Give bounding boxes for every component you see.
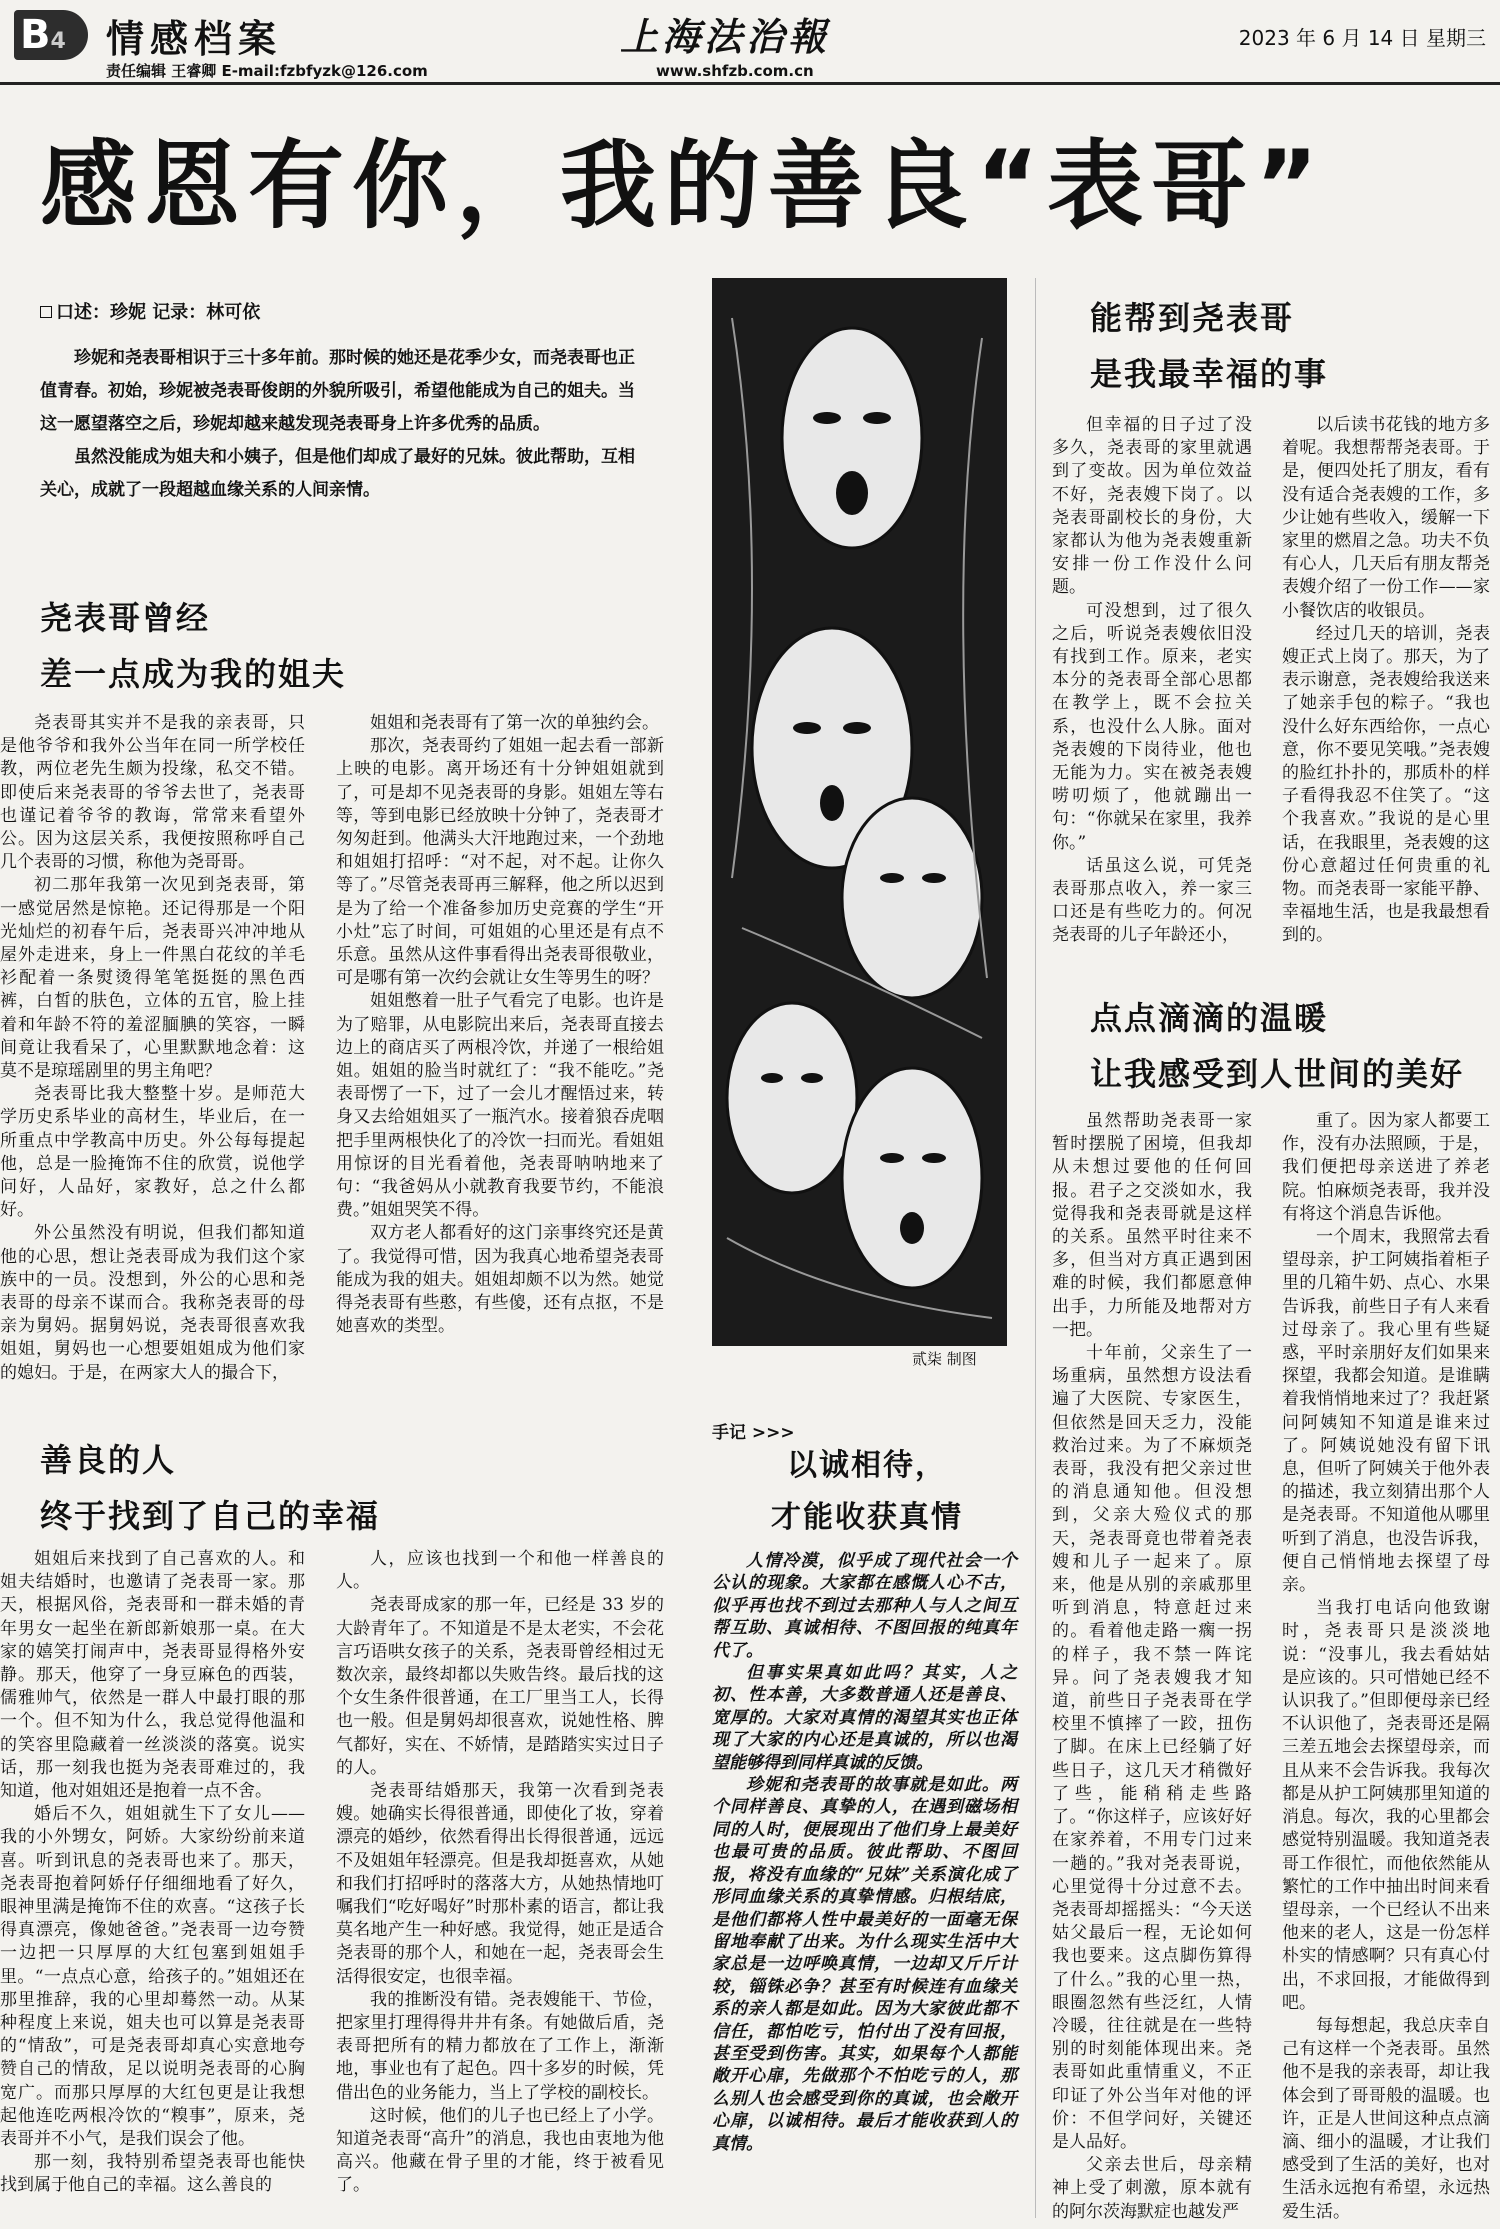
body-paragraph: 那一刻，我特别希望尧表哥也能快找到属于他自己的幸福。这么善良的 bbox=[0, 2152, 305, 2196]
lead-paragraphs bbox=[40, 342, 640, 507]
body-paragraph: 尧表哥其实并不是我的亲表哥，只是他爷爷和我外公当年在同一所学校任教，两位老先生颇为投缘，私交不错。即使后来尧表哥的爷爷去世了，尧表哥也谨记着爷爷的教诲，常常来看望外公。因为这层关系，我便按照称呼自己几个表哥的习惯，称他为尧哥哥。 bbox=[0, 713, 305, 873]
body-paragraph: 人情冷漠，似乎成了现代社会一个公认的现象。大家都在感慨人心不古，似乎再也找不到过去那种人与人之间互帮互助、真诚相待、不图回报的纯真年代了。 bbox=[712, 1551, 1017, 1661]
body-paragraph: 话虽这么说，可凭尧表哥那点收入，养一家三口还是有些吃力的。何况尧表哥的儿子年龄还小， bbox=[1052, 855, 1252, 946]
body-paragraph: 虽然帮助尧表哥一家暂时摆脱了困境，但我却从未想过要他的任何回报。君子之交淡如水，我觉得我和尧表哥就是这样的关系。虽然平时往来不多，但当对方真正遇到困难的时候，我们都愿意伸出手，力所能及地帮对方一把。 bbox=[1052, 1111, 1252, 1340]
body-paragraph: 尧表哥成家的那一年，已经是 33 岁的大龄青年了。不知道是不是太老实，不会花言巧语哄女孩子的关系，尧表哥曾经相过无数次亲，最终却都以失败告终。最后找的这个女生条件很普通，在工厂里当工人，长得也一般。但是舅妈却很喜欢，说她性格、脾气都好，实在、不娇情，是踏踏实实过日子的人。 bbox=[336, 1595, 664, 1778]
editor-line: 责任编辑 王睿卿 E-mail:fzbfyzk@126.com bbox=[106, 62, 428, 80]
body-paragraph: 姐姐和尧表哥有了第一次的单独约会。 bbox=[370, 713, 659, 733]
lead-paragraph: 虽然没能成为姐夫和小姨子，但是他们却成了最好的兄妹。彼此帮助，互相关心，成就了一段超越血缘关系的人间亲情。 bbox=[40, 447, 635, 500]
body-col bbox=[1282, 414, 1490, 969]
body-paragraph: 重了。因为家人都要工作，没有办法照顾，于是，我们便把母亲送进了养老院。怕麻烦尧表哥，我并没有将这个消息告诉他。 bbox=[1282, 1111, 1490, 1224]
body-paragraph: 每每想起，我总庆幸自己有这样一个尧表哥。虽然他不是我的亲表哥，却让我体会到了哥哥般的温暖。也许，正是人世间这种点点滴滴、细小的温暖，才让我们感受到了生活的美好，也对生活永远抱有希望，永远热爱生活。 bbox=[1282, 2015, 1490, 2222]
body-col bbox=[1282, 1110, 1490, 2225]
body-paragraph: 但事实果真如此吗？其实，人之初、性本善，大多数普通人还是善良、宽厚的。大家对真情的渴望其实也正体现了大家的内心还是真诚的，所以也渴望能够得到同样真诚的反馈。 bbox=[712, 1663, 1017, 1773]
body-paragraph: 以后读书花钱的地方多着呢。我想帮帮尧表哥。于是，便四处托了朋友，看有没有适合尧表嫂的工作，多少让她有些收入，缓解一下家里的燃眉之急。功夫不负有心人，几天后有朋友帮尧表嫂介绍了一份工作——家小餐饮店的收银员。 bbox=[1282, 415, 1490, 621]
lead-paragraph: 珍妮和尧表哥相识于三十多年前。那时候的她还是花季少女，而尧表哥也正值青春。初始，珍妮被尧表哥俊朗的外貌所吸引，希望他能成为自己的姐夫。当这一愿望落空之后，珍妮却越来越发现尧表哥身上许多优秀的品质。 bbox=[40, 348, 635, 434]
body-paragraph: 这时候，他们的儿子也已经上了小学。知道尧表哥“高升”的消息，我也由衷地为他高兴。他藏在骨子里的才能，终于被看见了。 bbox=[336, 2105, 664, 2196]
subhead-2: 善良的人 终于找到了自己的幸福 bbox=[40, 1441, 381, 1535]
body-paragraph: 但幸福的日子过了没多久，尧表哥的家里就遇到了变故。因为单位效益不好，尧表嫂下岗了。以尧表哥副校长的身份，大家都认为他为尧表嫂重新安排一份工作没什么问题。 bbox=[1052, 415, 1252, 598]
body-paragraph: 双方老人都看好的这门亲事终究还是黄了。我觉得可惜，因为我真心地希望尧表哥能成为我的姐夫。姐姐却颇不以为然。她觉得尧表哥有些憨，有些傻，还有点抠，不是她喜欢的类型。 bbox=[336, 1223, 664, 1337]
column-divider bbox=[1035, 278, 1036, 2218]
body-col bbox=[1052, 414, 1252, 969]
note-tag: 手记 >>> bbox=[712, 1423, 795, 1443]
illustration-art bbox=[712, 278, 1007, 1346]
body-paragraph: 姐姐憋着一肚子气看完了电影。也许是为了赔罪，从电影院出来后，尧表哥直接去边上的商店买了两根冷饮，并递了一根给姐姐。姐姐的脸当时就红了：“我不能吃。”尧表哥愣了一下，过了一会儿才醒悟过来，转身又去给姐姐买了一瓶汽水。接着狼吞虎咽把手里两根快化了的冷饮一扫而光。看姐姐用惊讶的目光看着他，尧表哥呐呐地来了句：“我爸妈从小就教育我要节约，不能浪费。”姐姐哭笑不得。 bbox=[336, 991, 664, 1221]
body-paragraph: 当我打电话向他致谢时，尧表哥只是淡淡地说：“没事儿，我去看姑姑是应该的。只可惜她已经不认识我了。”但即便母亲已经不认识他了，尧表哥还是隔三差五地会去探望母亲，而且从来不会告诉我。我每次都是从护工阿姨那里知道的消息。每次，我的心里都会感觉特别温暖。我知道尧表哥工作很忙，而他依然能从繁忙的工作中抽出时间来看望母亲，一个已经认不出来他来的老人，这是一份怎样朴实的情感啊？只有真心付出，不求回报，才能做得到吧。 bbox=[1282, 1598, 1490, 2013]
body-paragraph: 那次，尧表哥约了姐姐一起去看一部新上映的电影。离开场还有十分钟姐姐就到了，可是却不见尧表哥的身影。姐姐左等右等，等到电影已经放映十分钟了，尧表哥才匆匆赶到。他满头大汗地跑过来，一个劲地和姐姐打招呼：“对不起，对不起。让你久等了。”尽管尧表哥再三解释，他之所以迟到是为了给一个准备参加历史竞赛的学生“开小灶”忘了时间，可姐姐的心里还是有点不乐意。虽然从这件事看得出尧表哥很敬业，可是哪有第一次约会就让女生等男生的呀？ bbox=[336, 736, 664, 989]
body-paragraph: 尧表哥结婚那天，我第一次看到尧表嫂。她确实长得很普通，即使化了妆，穿着漂亮的婚纱，依然看得出长得很普通，远远不及姐姐年轻漂亮。但是我却挺喜欢，从她和我们打招呼时的落落大方，从她热情地叮嘱我们“吃好喝好”时那朴素的语言，都让我莫名地产生一种好感。我觉得，她正是适合尧表哥的那个人，和她在一起，尧表哥会生活得很安定，也很幸福。 bbox=[336, 1781, 664, 1987]
headline: 感恩有你，我的善良“表哥” bbox=[40, 130, 1327, 242]
body-col bbox=[336, 1548, 664, 2223]
body-paragraph: 十年前，父亲生了一场重病，虽然想方设法看遍了大医院、专家医生，但依然是回天乏力，没能救治过来。为了不麻烦尧表哥，我没有把父亲过世的消息通知他。但没想到，父亲大殓仪式的那天，尧表哥竟也带着尧表嫂和儿子一起来了。原来，他是从别的亲戚那里听到消息，特意赶过来的。看着他走路一瘸一拐的样子，我不禁一阵诧异。问了尧表嫂我才知道，前些日子尧表哥在学校里不慎摔了一跤，扭伤了脚。在床上已经躺了好些日子，这几天才稍微好了些，能稍稍走些路了。“你这样子，应该好好在家养着，不用专门过来一趟的。”我对尧表哥说，心里觉得十分过意不去。尧表哥却摇摇头：“今天送姑父最后一程，无论如何我也要来。这点脚伤算得了什么。”我的心里一热，眼圈忽然有些泛红，人情冷暖，往往就是在一些特别的时刻能体现出来。尧表哥如此重情重义，不正印证了外公当年对他的评价：不但学问好，关键还是人品好。 bbox=[1052, 1343, 1252, 2152]
body-paragraph: 姐姐后来找到了自己喜欢的人。和姐夫结婚时，也邀请了尧表哥一家。那天，根据风俗，尧表哥和一群未婚的青年男女一起坐在新郎新娘那一桌。在大家的嬉笑打闹声中，尧表哥显得格外安静。那天，他穿了一身豆麻色的西装，儒雅帅气，依然是一群人中最打眼的那一个。但不知为什么，我总觉得他温和的笑容里隐藏着一丝淡淡的落寞。说实话，那一刻我也挺为尧表哥难过的，我知道，他对姐姐还是抱着一点不舍。 bbox=[0, 1549, 305, 1802]
body-col bbox=[0, 712, 305, 1383]
body-col bbox=[336, 712, 664, 1337]
body-paragraph: 一个周末，我照常去看望母亲，护工阿姨指着柜子里的几箱牛奶、点心、水果告诉我，前些日子有人来看过母亲了。我心里有些疑惑，平时亲朋好友们如果来探望，我都会知道。是谁瞒着我悄悄地来过了？我赶紧问阿姨知不知道是谁来过了。阿姨说她没有留下讯息，但听了阿姨关于他外表的描述，我立刻猜出那个人是尧表哥。不知道他从哪里听到了消息，也没告诉我，便自己悄悄地去探望了母亲。 bbox=[1282, 1227, 1490, 1596]
body-paragraph: 经过几天的培训，尧表嫂正式上岗了。那天，为了表示谢意，尧表嫂给我送来了她亲手包的粽子。“我也没什么好东西给你，一点心意，你不要见笑哦。”尧表嫂的脸红扑扑的，那质朴的样子看得我忍不住笑了。“这个我喜欢。”我说的是心里话，在我眼里，尧表嫂的这份心意超过任何贵重的礼物。而尧表哥一家能平静、幸福地生活，也是我最想看到的。 bbox=[1282, 623, 1490, 946]
body-paragraph: 父亲去世后，母亲精神上受了刺激，原本就有的阿尔茨海默症也越发严 bbox=[1052, 2155, 1252, 2222]
subhead-1: 尧表哥曾经 差一点成为我的姐夫 bbox=[40, 599, 347, 693]
body-col bbox=[0, 1548, 305, 2223]
section-title: 情感档案 bbox=[106, 17, 283, 61]
art-credit: 贰柒 制图 bbox=[912, 1350, 977, 1368]
body-paragraph: 婚后不久，姐姐就生下了女儿——我的小外甥女，阿娇。大家纷纷前来道喜。听到讯息的尧表哥也来了。那天，尧表哥抱着阿娇仔仔细细地看了好久，眼神里满是掩饰不住的欢喜。“这孩子长得真漂亮，像她爸爸。”尧表哥一边夸赞一边把一只厚厚的大红包塞到姐姐手里。“一点点心意，给孩子的。”姐姐还在那里推辞，我的心里却蓦然一动。从某种程度上来说，姐夫也可以算是尧表哥的“情敌”，可是尧表哥却真心实意地夸赞自己的情敌，足以说明尧表哥的心胸宽广。而那只厚厚的大红包更是让我想起他连吃两根冷饮的“糗事”，原来，尧表哥并不小气，是我们误会了他。 bbox=[0, 1804, 305, 2150]
body-paragraph: 可没想到，过了很久之后，听说尧表嫂依旧没有找到工作。原来，老实本分的尧表哥全部心思都在教学上，既不会拉关系，也没什么人脉。面对尧表嫂的下岗待业，他也无能为力。实在被尧表嫂唠叨烦了，他就蹦出一句：“你就呆在家里，我养你。” bbox=[1052, 600, 1252, 853]
masthead bbox=[0, 0, 1500, 82]
note-title: 以诚相待， 才能收获真情 bbox=[771, 1448, 963, 1535]
subhead-3: 能帮到尧表哥 是我最幸福的事 bbox=[1090, 299, 1329, 393]
paper-name: 上海法治報 bbox=[620, 14, 831, 59]
square-icon bbox=[40, 306, 52, 318]
subhead-4: 点点滴滴的温暖 让我感受到人世间的美好 bbox=[1090, 999, 1465, 1093]
body-paragraph: 尧表哥比我大整整十岁。是师范大学历史系毕业的高材生，毕业后，在一所重点中学教高中历史。外公每每提起他，总是一脸掩饰不住的欣赏，说他学问好，人品好，家教好，总之什么都好。 bbox=[0, 1084, 305, 1221]
page-badge: B4 bbox=[14, 10, 88, 60]
body-col bbox=[1052, 1110, 1252, 2225]
byline: 口述：珍妮 记录：林可依 bbox=[40, 298, 260, 324]
body-paragraph: 初二那年我第一次见到尧表哥，第一感觉居然是惊艳。还记得那是一个阳光灿烂的初春午后，尧表哥兴冲冲地从屋外走进来，身上一件黑白花纹的羊毛衫配着一条熨烫得笔笔挺挺的黑色西裤，白皙的肤色，立体的五官，脸上挂着和年龄不符的羞涩腼腆的笑容，一瞬间竟让我看呆了，心里默默地念着：这莫不是琼瑶剧里的男主角吧？ bbox=[0, 875, 305, 1082]
illustration bbox=[712, 278, 1007, 1346]
issue-date: 2023 年 6 月 14 日 星期三 bbox=[1238, 26, 1486, 50]
body-paragraph: 人，应该也找到一个和他一样善良的人。 bbox=[336, 1549, 664, 1593]
body-paragraph: 外公虽然没有明说，但我们都知道他的心思，想让尧表哥成为我们这个家族中的一员。没想到，外公的心思和尧表哥的母亲不谋而合。我称尧表哥的母亲为舅妈。据舅妈说，尧表哥很喜欢我姐姐，舅妈也一心想要姐姐成为他们家的媳妇。于是，在两家大人的撮合下， bbox=[0, 1223, 305, 1383]
body-paragraph: 我的推断没有错。尧表嫂能干、节俭，把家里打理得得井井有条。有她做后盾，尧表哥把所有的精力都放在了工作上，渐渐地，事业也有了起色。四十多岁的时候，凭借出色的业务能力，当上了学校的副校长。 bbox=[336, 1989, 664, 2103]
paper-url: www.shfzb.com.cn bbox=[656, 62, 814, 80]
masthead-rule bbox=[0, 82, 1500, 85]
body-paragraph: 珍妮和尧表哥的故事就是如此。两个同样善良、真挚的人，在遇到磁场相同的人时，便展现出了他们身上最美好也最可贵的品质。彼此帮助、不图回报，将没有血缘的“兄妹”关系演化成了形同血缘关系的真挚情感。归根结底，是他们都将人性中最美好的一面毫无保留地奉献了出来。为什么现实生活中大家总是一边呼唤真情，一边却又斤斤计较，锱铢必争？甚至有时候连有血缘关系的亲人都是如此。因为大家彼此都不信任，都怕吃亏，怕付出了没有回报，甚至受到伤害。其实，如果每个人都能敞开心扉，先做那个不怕吃亏的人，那么别人也会感受到你的真诚，也会敞开心扉，以诚相待。最后才能收获到人的真情。 bbox=[712, 1775, 1017, 2154]
note-col bbox=[712, 1550, 1017, 2220]
